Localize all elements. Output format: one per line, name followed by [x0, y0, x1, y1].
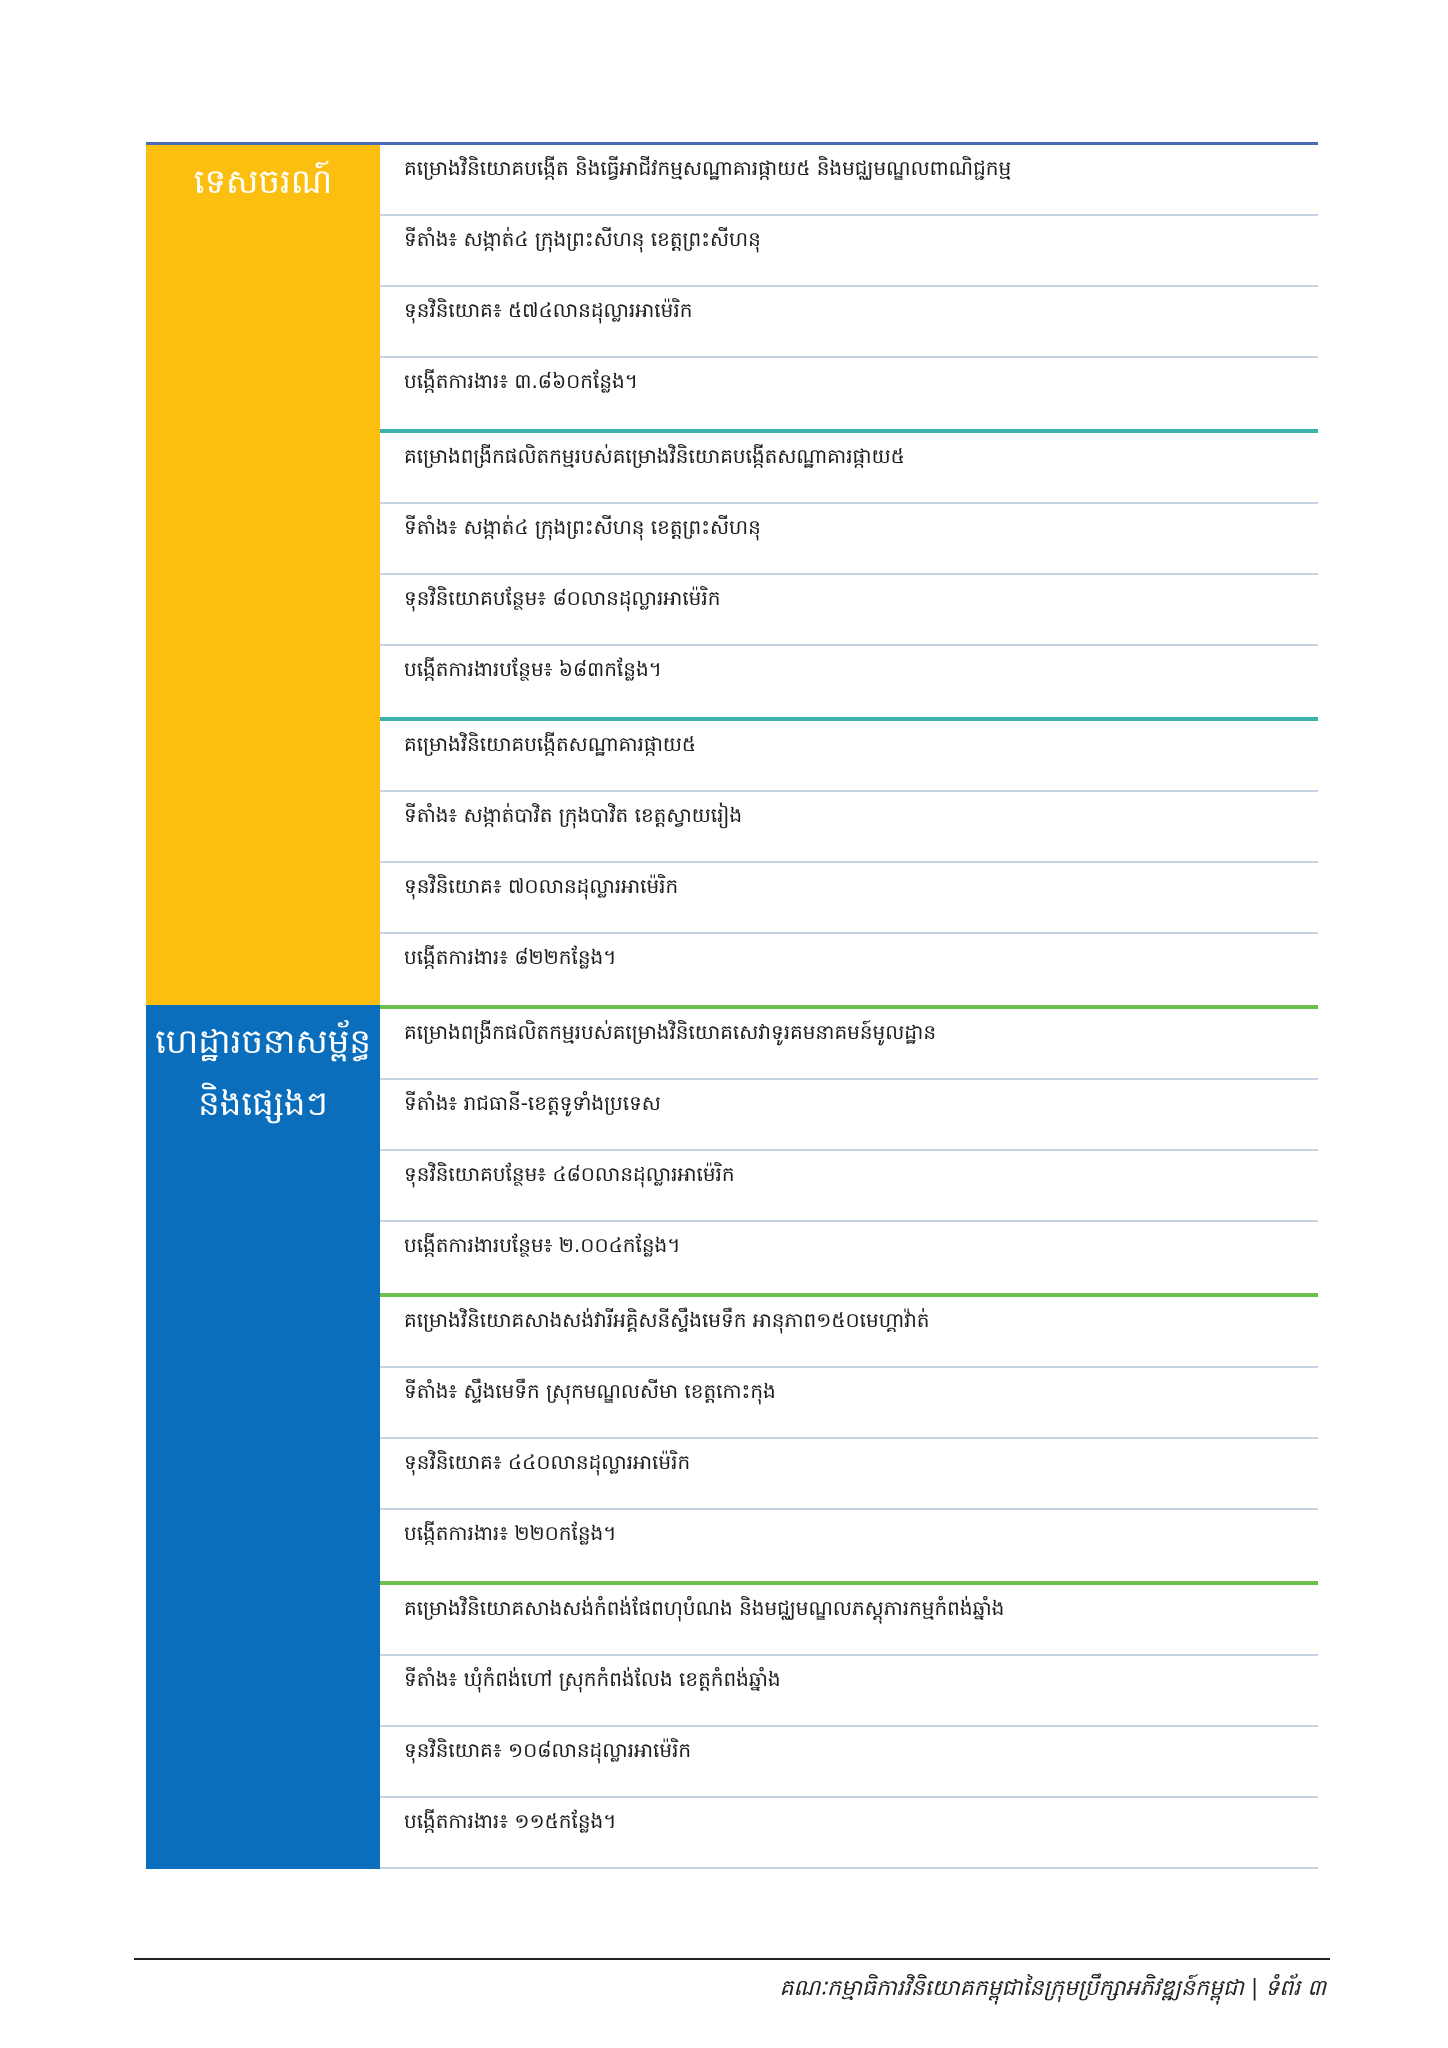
- project-block: [380, 145, 1318, 429]
- project-title: គម្រោងពង្រីកផលិតកម្មរបស់គម្រោងវិនិយោគសេវាទូរគមនាគមន៍មូលដ្ឋាន: [380, 1009, 1318, 1080]
- projects-column: [380, 145, 1318, 1005]
- project-jobs: បង្កើតការងារបន្ថែម៖ ៦៨៣កន្លែង។: [404, 657, 662, 681]
- project-title: គម្រោងវិនិយោគបង្កើត និងធ្វើអាជីវកម្មសណ្ឋាគារផ្កាយ៥ និងមជ្ឈមណ្ឌលពាណិជ្ជកម្ម: [380, 145, 1318, 216]
- project-location: ទីតាំង៖ ឃុំកំពង់ហៅ ស្រុកកំពង់លែង ខេត្តកំពង់ឆ្នាំង: [380, 1656, 1318, 1727]
- project-location: ទីតាំង៖ រាជធានី-ខេត្តទូទាំងប្រទេស: [380, 1080, 1318, 1151]
- project-block: [380, 1293, 1318, 1581]
- category-label: ទេសចរណ៍: [193, 162, 333, 202]
- project-title: គម្រោងវិនិយោគបង្កើតសណ្ឋាគារផ្កាយ៥: [380, 721, 1318, 792]
- category-label-cell: [146, 1005, 380, 1869]
- project-capital: ទុនវិនិយោគបន្ថែម៖ ៤៨០លានដុល្លារអាម៉េរិក: [380, 1151, 1318, 1222]
- project-jobs: បង្កើតការងារ៖ ៣.៨៦០កន្លែង។: [404, 369, 638, 393]
- project-location: ទីតាំង៖ ស្ទឹងមេទឹក ស្រុកមណ្ឌលសីមា ខេត្តកោះកុង: [380, 1368, 1318, 1439]
- page-footer: គណៈកម្មាធិការវិនិយោគកម្ពុជានៃក្រុមប្រឹក្សាអភិវឌ្ឍន៍កម្ពុជា | ទំព័រ ៣: [779, 1976, 1326, 2001]
- footer-divider: [134, 1958, 1330, 1960]
- project-title: គម្រោងវិនិយោគសាងសង់វារីអគ្គិសនីស្ទឹងមេទឹក អានុភាព១៥០មេហ្គាវ៉ាត់: [380, 1297, 1318, 1368]
- project-location: ទីតាំង៖ សង្កាត់បាវិត ក្រុងបាវិត ខេត្តស្វាយរៀង: [380, 792, 1318, 863]
- project-location: ទីតាំង៖ សង្កាត់៤ ក្រុងព្រះសីហនុ ខេត្តព្រះសីហនុ: [380, 504, 1318, 575]
- category-label-line2: និងផ្សេងៗ: [198, 1084, 328, 1124]
- category-label-cell: [146, 145, 380, 1005]
- project-capital: ទុនវិនិយោគ៖ ៤៤០លានដុល្លារអាម៉េរិក: [380, 1439, 1318, 1510]
- project-jobs: បង្កើតការងារបន្ថែម៖ ២.០០៤កន្លែង។: [404, 1233, 681, 1257]
- projects-table: [146, 142, 1318, 1869]
- project-jobs: បង្កើតការងារ៖ ១១៥កន្លែង។: [380, 1798, 1318, 1869]
- project-block: [380, 1581, 1318, 1869]
- project-title: គម្រោងពង្រីកផលិតកម្មរបស់គម្រោងវិនិយោគបង្កើតសណ្ឋាគារផ្កាយ៥: [380, 433, 1318, 504]
- project-location: ទីតាំង៖ សង្កាត់៤ ក្រុងព្រះសីហនុ ខេត្តព្រះសីហនុ: [380, 216, 1318, 287]
- category-infrastructure: [146, 1005, 1318, 1869]
- project-capital: ទុនវិនិយោគ៖ ៧០លានដុល្លារអាម៉េរិក: [380, 863, 1318, 934]
- category-tourism: [146, 145, 1318, 1005]
- project-jobs: បង្កើតការងារ៖ ៨២២កន្លែង។: [404, 945, 617, 969]
- project-capital: ទុនវិនិយោគ៖ ១០៨លានដុល្លារអាម៉េរិក: [380, 1727, 1318, 1798]
- project-block: [380, 717, 1318, 1005]
- category-label: ហេដ្ឋារចនាសម្ព័ន្ធ: [155, 1022, 371, 1062]
- project-capital: ទុនវិនិយោគបន្ថែម៖ ៨០លានដុល្លារអាម៉េរិក: [380, 575, 1318, 646]
- project-title: គម្រោងវិនិយោគសាងសង់កំពង់ផែពហុបំណង និងមជ្ឈមណ្ឌលភស្តុភារកម្មកំពង់ឆ្នាំង: [380, 1585, 1318, 1656]
- project-jobs: បង្កើតការងារ៖ ២២០កន្លែង។: [404, 1521, 617, 1545]
- project-capital: ទុនវិនិយោគ៖ ៥៧៤លានដុល្លារអាម៉េរិក: [380, 287, 1318, 358]
- project-block: [380, 429, 1318, 717]
- project-block: [380, 1005, 1318, 1293]
- projects-column: [380, 1005, 1318, 1869]
